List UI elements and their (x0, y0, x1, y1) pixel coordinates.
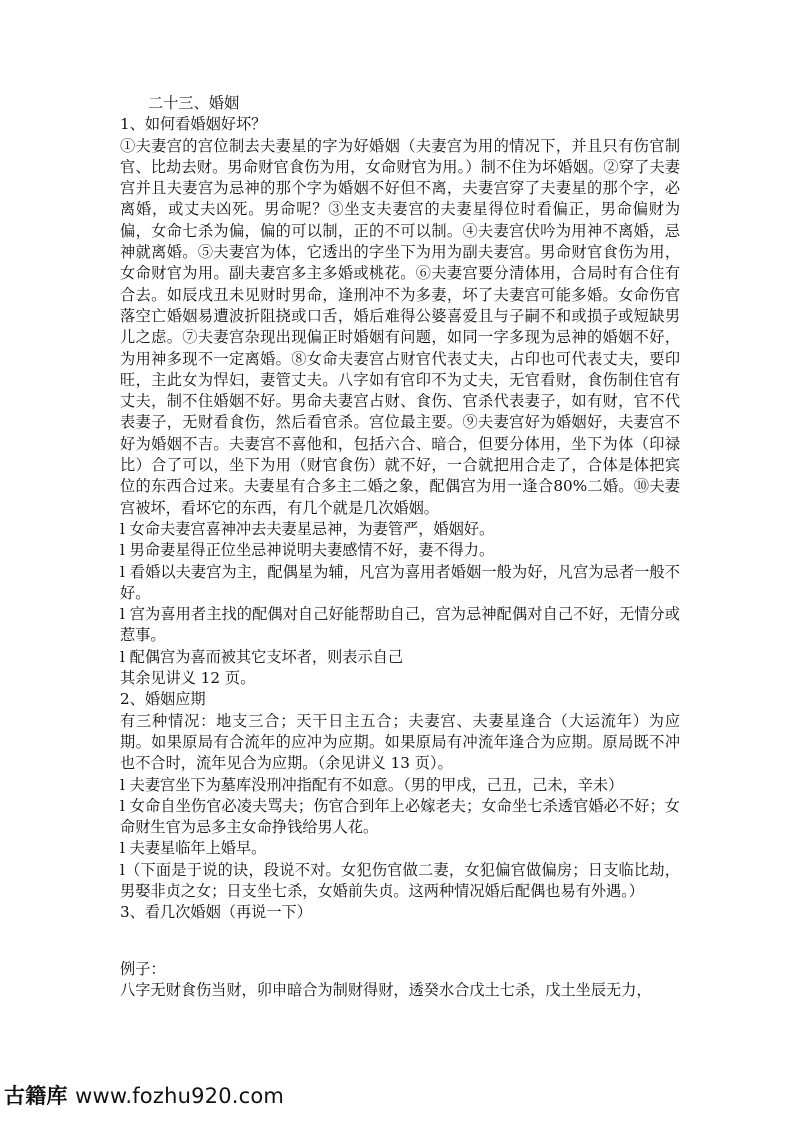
bullet-item: l 配偶宫为喜而被其它支坏者，则表示自己 (120, 647, 404, 666)
bullet-item: l 男命妻星得正位坐忌神说明夫妻感情不好，妻不得力。 (120, 541, 495, 560)
spacer (120, 924, 680, 945)
bullet-item: l 夫妻星临年上婚早。 (120, 839, 267, 858)
section-title: 二十三、婚姻 (148, 94, 240, 112)
subheading-1: 1、如何看婚姻好坏？ (120, 115, 267, 134)
footer-brand: 古籍库 (4, 1084, 68, 1108)
bullet-item: l 宫为喜用者主找的配偶对自己好能帮助自己，宫为忌神配偶对自己不好，无情分或惹事。 (120, 605, 680, 645)
bullet-item: l 看婚以夫妻宫为主，配偶星为辅，凡宫为喜用者婚姻一般为好，凡宫为忌者一般不好。 (120, 562, 680, 602)
paragraph-1: ①夫妻宫的宫位制去夫妻星的字为好婚姻（夫妻宫为用的情况下，并且只有伤官制官、比劫去财。男命财官食伤为用，女命财官为用。）制不住为坏婚姻。②穿了夫妻宫并且夫妻宫为忌神的那个字为婚姻不好但不离，夫妻宫穿了夫妻星的那个字，必离婚，或丈夫凶死。男命呢？③坐支夫妻宫的夫妻星得位时看偏正，男命偏财为偏，女命七杀为偏，偏的可以制，正的不可以制。④夫妻宫伏吟为用神不离婚，忌神就离婚。⑤夫妻宫为体，它透出的字坐下为用为副夫妻宫。男命财官食伤为用，女命财官为用。副夫妻宫多主多婚或桃花。⑥夫妻宫要分清体用，合局时有合住有合去。如辰戌丑未见财时男命，逢刑冲不为多妻，坏了夫妻宫可能多婚。女命伤官落空亡婚姻易遭波折阻挠或口舌，婚后难得公婆喜爱且与子嗣不和或损子或短缺男儿之虑。⑦夫妻宫杂现出现偏正时婚姻有问题，如同一字多现为忌神的婚姻不好，为用神多现不一定离婚。⑧女命夫妻宫占财官代表丈夫，占印也可代表丈夫，要印旺，主此女为悍妇，妻管丈夫。八字如有官印不为丈夫，无官看财，食伤制住官有丈夫，制不住婚姻不好。男命夫妻宫占财、食伤、官杀代表妻子，如有财，官不代表妻子，无财看食伤，然后看官杀。宫位最主要。⑨夫妻宫好为婚姻好，夫妻宫不好为婚姻不吉。夫妻宫不喜他和，包括六合、暗合，但要分体用，坐下为体（印禄比）合了可以，坐下为用（财官食伤）就不好，一合就把用合走了，合体是体把宾位的东西合过来。夫妻星有合多主二婚之象，配偶宫为用一逢合80%二婚。⑩夫妻宫被坏，看坏它的东西，有几个就是几次婚姻。 (120, 136, 680, 517)
example-label: 例子： (120, 959, 166, 978)
footer-url: www.fozhu920.com (75, 1084, 285, 1108)
bullet-item: l（下面是于说的诀，段说不对。女犯伤官做二妻，女犯偏官做偏房；日支临比劫，男娶非贞之女；日支坐七杀，女婚前失贞。这两种情况婚后配偶也易有外遇。） (120, 860, 680, 900)
note-1: 其余见讲义 12 页。 (120, 669, 256, 688)
subheading-3: 3、看几次婚姻（再说一下） (120, 903, 312, 922)
spacer (120, 945, 680, 959)
bullet-item: l 女命夫妻宫喜神冲去夫妻星忌神，为妻管严，婚姻好。 (120, 519, 495, 538)
subheading-2: 2、婚姻应期 (120, 690, 206, 709)
paragraph-2: 有三种情况：地支三合；天干日主五合；夫妻宫、夫妻星逢合（大运流年）为应期。如果原局有合流年的应冲为应期。如果原局有冲流年逢合为应期。原局既不冲也不合时，流年见合为应期。（余见讲义 13 页）。 (120, 711, 680, 773)
bullet-item: l 夫妻宫坐下为墓库没刑冲指配有不如意。（男的甲戌，己丑，己未，辛未） (120, 775, 624, 794)
bullet-item: l 女命自坐伤官必凌夫骂夫；伤官合到年上必嫁老夫；女命坐七杀透官婚必不好；女命财生官为忌多主女命挣钱给男人花。 (120, 796, 680, 837)
document-body (120, 93, 680, 1001)
example-text: 八字无财食伤当财，卯申暗合为制财得财，透癸水合戊土七杀，戊土坐辰无力， (120, 981, 652, 1000)
footer-watermark (4, 1080, 284, 1110)
